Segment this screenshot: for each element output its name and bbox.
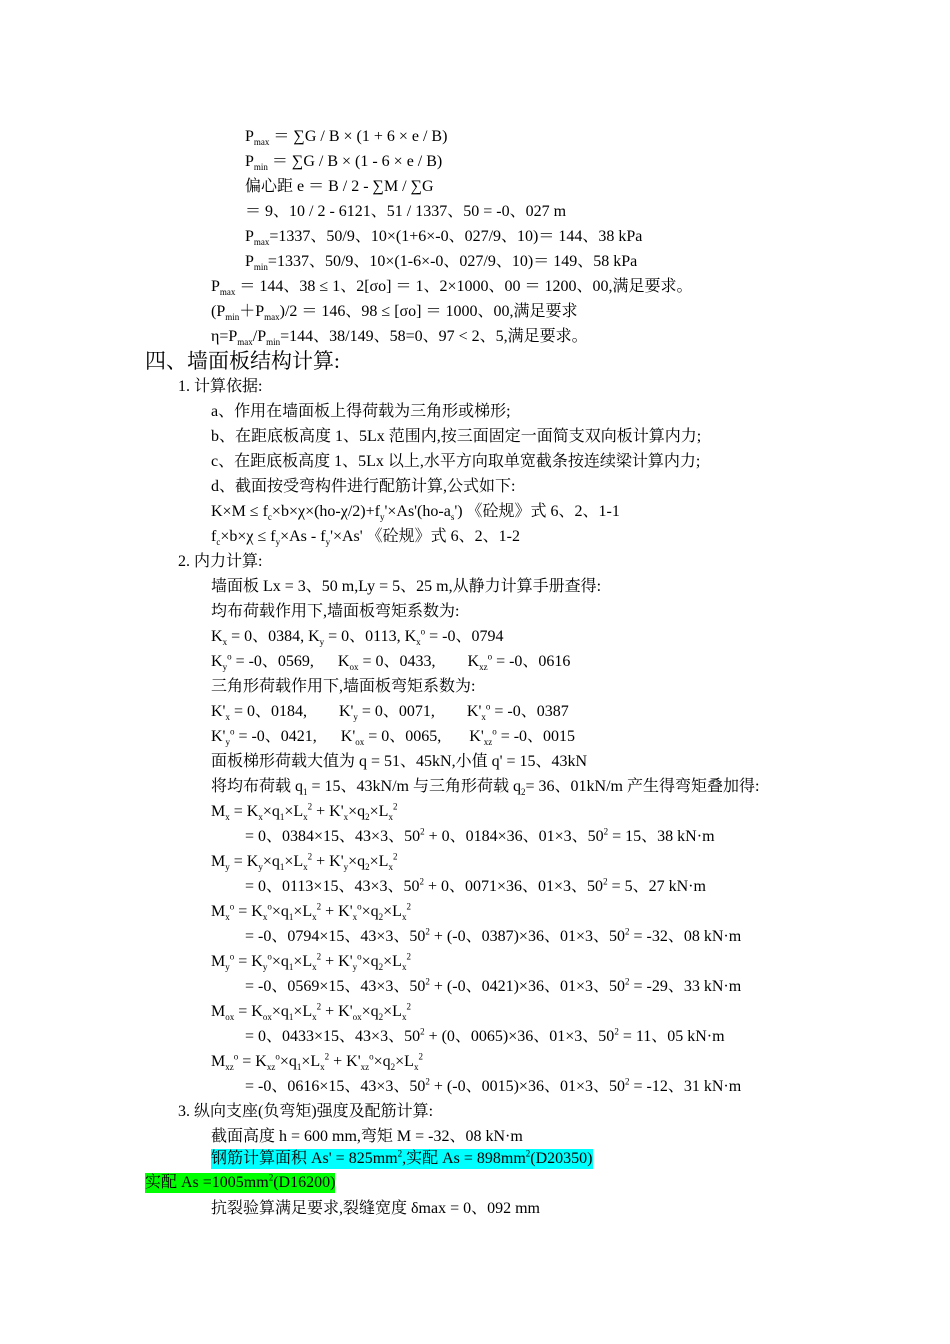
uniform-load-intro: 均布荷载作用下,墙面板弯矩系数为: bbox=[211, 603, 460, 620]
mx-formula: $M_x = K_x\times q_1\times L_x^2 + K'_x\times q_2\times L_x^2$ bbox=[211, 801, 398, 823]
actual-reinforcement-highlight: 实配 $As =1005mm^2(D16200)$ bbox=[145, 1172, 336, 1191]
mox-value: = 0、0433×15、43×3、$50^2 + (0$、0065)×36、01×3、$50^2 = 11$、05 kN·m bbox=[245, 1026, 725, 1045]
mox-formula: $M_{ox} = K_{ox}\times q_1\times L_x^2 + K'_{ox}\times q_2\times L_x^2$ bbox=[211, 1001, 411, 1023]
average-pressure-check: $(P_{min}+P_{max})/2 = 146$、98 ≤ [σo] ＝ 1000、00,满足要求 bbox=[211, 303, 578, 323]
myo-value: = -0、0569×15、43×3、$50^2 + (-0$、0421)×36、01×3、$50^2 = -29$、33 kN·m bbox=[245, 976, 742, 995]
section-heading-4: 四、墙面板结构计算: bbox=[145, 349, 340, 373]
trapezoid-load-values: 面板梯形荷载大值为 q = 51、45kN,小值 q' = 15、43kN bbox=[211, 753, 588, 770]
mx-value: = 0、0384×15、43×3、$50^2 + 0$、0184×36、01×3、$50^2 = 15$、38 kN·m bbox=[245, 826, 715, 845]
triangular-coefficients-row1: $K'_x = 0$、0184, $K'_y = 0$、0071, $K'_x^o = -0$、0387 bbox=[211, 701, 569, 723]
subsection-2-title: 2. 内力计算: bbox=[178, 553, 263, 570]
section-height-moment: 截面高度 h = 600 mm,弯矩 M = -32、08 kN·m bbox=[211, 1128, 523, 1145]
myo-formula: $M_y^o = K_y^o\times q_1\times L_x^2 + K'_y^o\times q_2\times L_x^2$ bbox=[211, 951, 411, 973]
reinforcement-area-highlight: 钢筋计算面积 $As' = 825mm^2$,实配 $As = 898mm^2(D20350)$ bbox=[211, 1148, 593, 1167]
triangular-load-intro: 三角形荷载作用下,墙面板弯矩系数为: bbox=[211, 678, 476, 695]
pmax-value: $P_{max}=1337$、50/9、10×(1+6×-0、027/9、10)＝ 144、38 kPa bbox=[245, 228, 643, 248]
eccentricity-value: ＝ 9、10 / 2 - 6121、51 / 1337、50 = -0、027 m bbox=[245, 203, 567, 220]
basis-item-d: d、截面按受弯构件进行配筋计算,公式如下: bbox=[211, 478, 516, 495]
mxo-formula: $M_x^o = K_x^o\times q_1\times L_x^2 + K'_x^o\times q_2\times L_x^2$ bbox=[211, 901, 411, 923]
mxo-value: = -0、0794×15、43×3、$50^2 + (-0$、0387)×36、01×3、$50^2 = -32$、08 kN·m bbox=[245, 926, 742, 945]
my-formula: $M_y = K_y\times q_1\times L_x^2 + K'_y\times q_2\times L_x^2$ bbox=[211, 851, 398, 873]
formula-6-2-1-1: $K\times M \le f_c\times b\times\chi\times(ho-\chi/2)+f_y'\times As'(ho-a_s')$ 《砼规》式 6、2、1-1 bbox=[211, 503, 620, 523]
triangular-coefficients-row2: $K'_y^o = -0$、0421, $K'_{ox} = 0$、0065, $K'_{xz}^o = -0$、0015 bbox=[211, 726, 576, 748]
load-superposition-intro: 将均布荷载 $q_1 = 15$、43kN/m 与三角形荷载 $q_2= 36$、01kN/m 产生得弯矩叠加得: bbox=[211, 778, 760, 798]
basis-item-a: a、作用在墙面板上得荷载为三角形或梯形; bbox=[211, 403, 511, 420]
pmin-value: $P_{min}=1337$、50/9、10×(1-6×-0、027/9、10)＝ 149、58 kPa bbox=[245, 253, 638, 273]
eccentricity-formula: 偏心距 e ＝ B / 2 - ∑M / ∑G bbox=[245, 178, 434, 195]
crack-check-result: 抗裂验算满足要求,裂缝宽度 δmax = 0、092 mm bbox=[211, 1200, 541, 1217]
formula-6-2-1-2: $f_c\times b\times\chi \le f_y\times As - f_y'\times As'$ 《砼规》式 6、2、1-2 bbox=[211, 528, 520, 548]
my-value: = 0、0113×15、43×3、$50^2 + 0$、0071×36、01×3、$50^2 = 5$、27 kN·m bbox=[245, 876, 706, 895]
uniform-coefficients-row1: $K_x = 0$、0384, $K_y = 0$、0113, $K_x^o = -0$、0794 bbox=[211, 626, 504, 648]
basis-item-c: c、在距底板高度 1、5Lx 以上,水平方向取单宽截条按连续梁计算内力; bbox=[211, 453, 701, 470]
mxzo-value: = -0、0616×15、43×3、$50^2 + (-0$、0015)×36、01×3、$50^2 = -12$、31 kN·m bbox=[245, 1076, 742, 1095]
panel-dimensions: 墙面板 Lx = 3、50 m,Ly = 5、25 m,从静力计算手册查得: bbox=[211, 578, 602, 595]
formula-pmax: $P_{max} = \sum G / B \times (1 + 6 \times e / B)$ bbox=[245, 128, 448, 148]
mxzo-formula: $M_{xz}^o = K_{xz}^o\times q_1\times L_x^2 + K'_{xz}^o\times q_2\times L_x^2$ bbox=[211, 1051, 423, 1073]
pmax-check: $P_{max} = 144$、38 ≤ 1、2[σo] ＝ 1、2×1000、00 ＝ 1200、00,满足要求。 bbox=[211, 278, 693, 298]
uniform-coefficients-row2: $K_y^o = -0$、0569, $K_{ox} = 0$、0433, $K_{xz}^o = -0$、0616 bbox=[211, 651, 571, 673]
subsection-3-title: 3. 纵向支座(负弯矩)强度及配筋计算: bbox=[178, 1103, 434, 1120]
subsection-1-title: 1. 计算依据: bbox=[178, 378, 263, 395]
eta-check: $\eta=P_{max}/P_{min}=144$、38/149、58=0、97 < 2、5,满足要求。 bbox=[211, 328, 588, 348]
basis-item-b: b、在距底板高度 1、5Lx 范围内,按三面固定一面简支双向板计算内力; bbox=[211, 428, 702, 445]
formula-pmin: $P_{min} = \sum G / B \times (1 - 6 \times e / B)$ bbox=[245, 153, 443, 173]
